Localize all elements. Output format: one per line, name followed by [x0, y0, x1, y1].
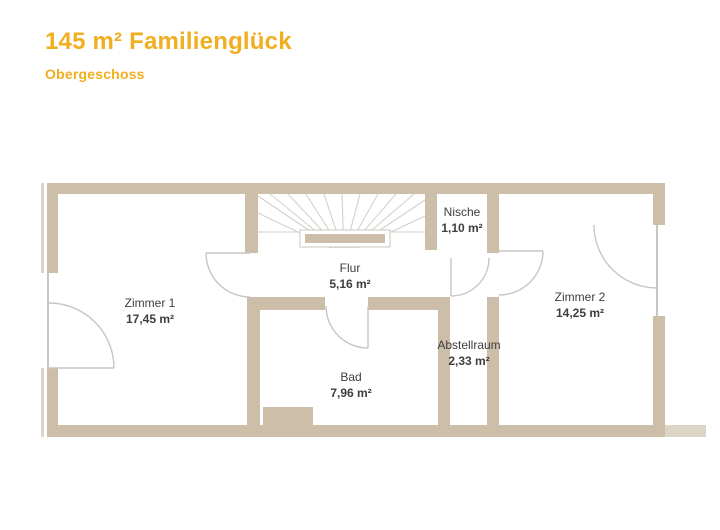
exterior-wall-right-lower: [653, 316, 665, 437]
room-label-abstellraum: [437, 337, 500, 369]
neighbour-wall-line: [41, 183, 44, 273]
room-area: 2,33 m²: [448, 354, 490, 368]
door-zimmer2-balcony: [594, 225, 657, 288]
room-area: 7,96 m²: [330, 386, 372, 400]
exterior-wall-right-upper: [653, 183, 665, 225]
bad-top-wall-right: [368, 297, 450, 310]
exterior-wall-bottom: [47, 425, 665, 437]
room-name: Nische: [443, 205, 481, 219]
staircase: [256, 194, 428, 262]
room-name: Flur: [339, 261, 361, 275]
door-zimmer1-flur: [206, 253, 250, 297]
door-zimmer2: [499, 251, 543, 295]
page-subtitle: Obergeschoss: [45, 66, 145, 82]
window-line-left: [47, 273, 49, 368]
room-name: Zimmer 1: [124, 296, 176, 310]
room-label-bad: [330, 369, 371, 401]
room-label-zimmer2: [555, 289, 606, 321]
room-area: 17,45 m²: [125, 312, 175, 326]
room-label-flur: [329, 260, 370, 292]
room-name: Zimmer 2: [554, 290, 606, 304]
stair-landing-step: [305, 234, 385, 243]
bad-top-wall-left: [247, 297, 325, 310]
nische-zimmer2-wall: [487, 194, 499, 253]
window-line-right: [656, 225, 658, 316]
terrace-wall-stub: [665, 425, 706, 437]
door-bad: [326, 306, 368, 348]
room-area: 5,16 m²: [329, 277, 371, 291]
room-label-nische: [441, 204, 482, 236]
bad-chimney-block: [263, 407, 313, 425]
door-zimmer1-balcony: [49, 303, 114, 368]
stairwell-wall-left: [245, 194, 258, 253]
exterior-wall-left-lower: [47, 368, 58, 437]
exterior-wall-top: [47, 183, 665, 194]
room-label-zimmer1: [125, 295, 176, 327]
room-area: 14,25 m²: [555, 306, 605, 320]
room-name: Abstellraum: [437, 338, 501, 352]
door-abstellraum: [451, 258, 489, 296]
zimmer1-bad-wall: [247, 297, 260, 426]
neighbour-wall-line: [41, 368, 44, 437]
room-name: Bad: [340, 370, 362, 384]
stairwell-wall-right: [425, 194, 437, 250]
room-area: 1,10 m²: [441, 221, 483, 235]
exterior-wall-left-upper: [47, 183, 58, 273]
page-title: 145 m² Familienglück: [45, 28, 292, 55]
